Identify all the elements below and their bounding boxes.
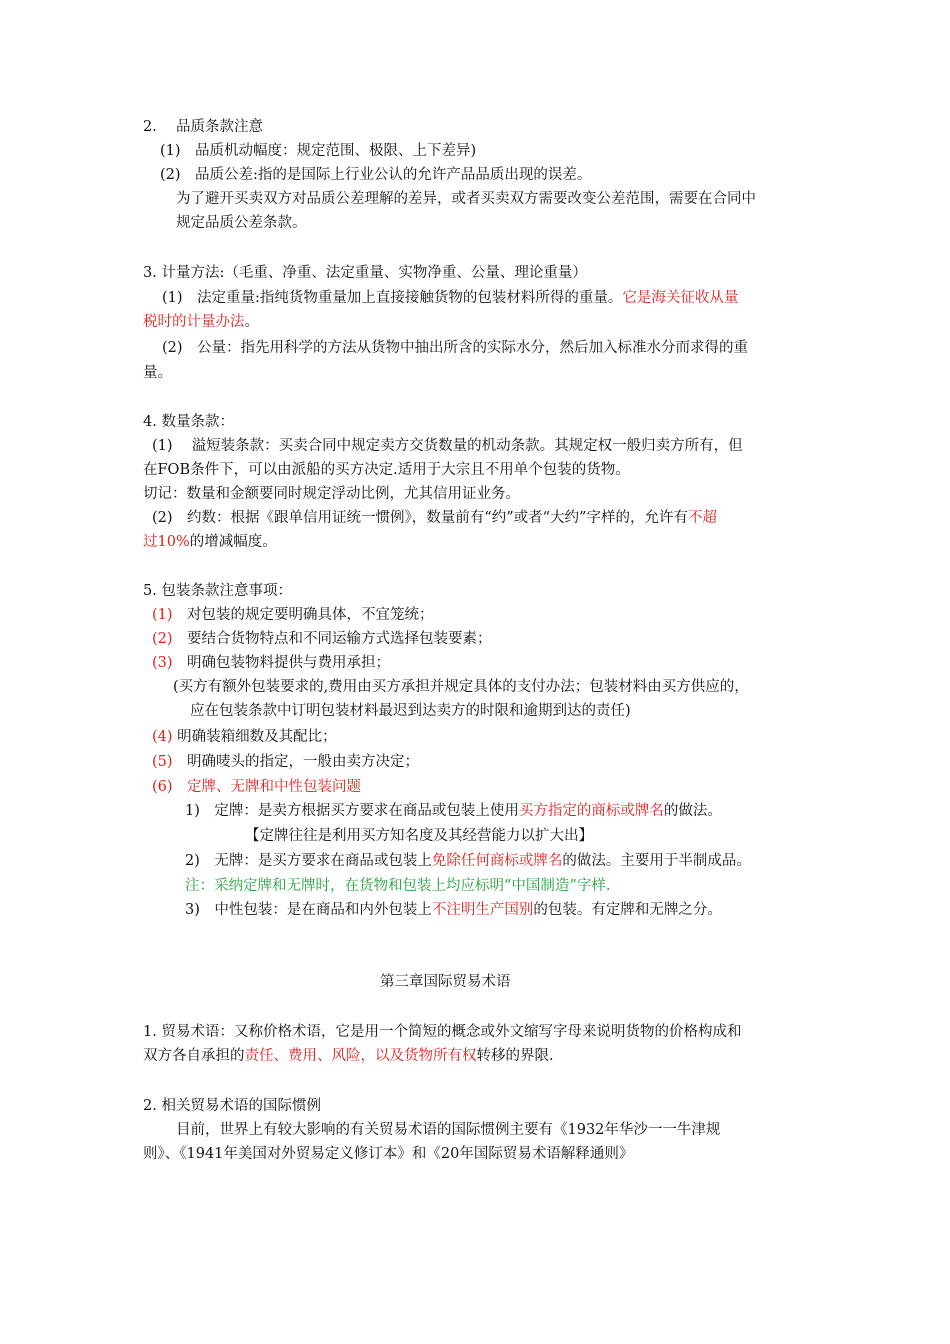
section-5-item-3-detail-line-1: (买方有额外包装要求的,费用由买方承担并规定具体的支付办法；包装材料由买方供应的，	[173, 679, 749, 695]
section-5-subitem-3	[185, 900, 722, 920]
section-3-item-2-line-1: (2) 公量：指先用科学的方法从货物中抽出所含的实际水分，然后加入标准水分而求得的重	[162, 340, 749, 356]
section-4-item-1-line-2: 在FOB条件下，可以由派船的买方决定.适用于大宗且不用单个包装的货物。	[143, 462, 630, 478]
item-text: 定牌、无牌和中性包装问题	[187, 779, 362, 795]
item-text: 的做法。	[663, 803, 722, 819]
item-text: 对包装的规定要明确具体，不宜笼统；	[187, 607, 434, 623]
item-number: (1)	[152, 607, 173, 623]
item-text: 1) 定牌：是卖方根据买方要求在商品或包装上使用	[185, 803, 519, 819]
item-text: 要结合货物特点和不同运输方式选择包装要素；	[187, 631, 492, 647]
section-5-item-4	[152, 727, 337, 747]
chapter-title: 第三章国际贸易术语	[380, 974, 511, 990]
item-text: 的做法。主要用于半制成品。	[562, 853, 751, 869]
item-text: 明确唛头的指定，一般由卖方决定；	[187, 754, 420, 770]
item-text: 明确包装物料提供与费用承担；	[187, 655, 391, 671]
section-2-item-1: (1) 品质机动幅度：规定范围、极限、上下差异)	[160, 143, 477, 159]
item-number: (6)	[152, 779, 173, 795]
highlight-text: 买方指定的商标或牌名	[518, 803, 664, 819]
section-5-green-note: 注：采纳定牌和无牌时，在货物和包装上均应标明“中国制造”字样.	[185, 878, 611, 894]
section-2-heading: 2. 品质条款注意	[143, 119, 263, 135]
highlight-text: 免除任何商标或牌名	[431, 853, 563, 869]
chapter-item-2-line-1: 目前，世界上有较大影响的有关贸易术语的国际惯例主要有《1932年华沙一一牛津规	[176, 1122, 721, 1138]
section-3-heading: 3. 计量方法:（毛重、净重、法定重量、实物净重、公量、理论重量）	[143, 265, 587, 281]
item-number: (3)	[152, 655, 173, 671]
section-2-item-2: (2) 品质公差:指的是国际上行业公认的允许产品品质出现的误差。	[160, 167, 592, 183]
section-5-item-6	[152, 777, 361, 797]
section-3-item-1-line-1	[162, 288, 738, 308]
section-5-subitem-1-note: 【定牌往往是利用买方知名度及其经营能力以扩大出】	[245, 828, 593, 844]
section-5-item-5	[152, 752, 419, 772]
highlight-text: 责任、费用、风险，以及货物所有权	[244, 1048, 477, 1064]
item-text: 的增减幅度。	[189, 534, 277, 550]
section-4-item-2-line-2	[143, 532, 277, 552]
highlight-text: 不注明生产国别	[431, 902, 534, 918]
section-4-note: 切记：数量和金额要同时规定浮动比例，尤其信用证业务。	[143, 486, 520, 502]
item-text: 的包装。有定牌和无牌之分。	[533, 902, 722, 918]
section-4-heading: 4. 数量条款：	[143, 414, 234, 430]
item-text: 3) 中性包装：是在商品和内外包装上	[185, 902, 432, 918]
item-number: (5)	[152, 754, 173, 770]
item-text: 。	[244, 314, 259, 330]
section-4-item-1-line-1: (1) 溢短装条款：买卖合同中规定卖方交货数量的机动条款。其规定权一般归卖方所有，但	[152, 438, 743, 454]
item-text: 转移的界限.	[476, 1048, 554, 1064]
highlight-text: 税时的计量办法	[143, 314, 245, 330]
chapter-item-1-line-1: 1. 贸易术语：又称价格术语，它是用一个简短的概念或外文缩写字母来说明货物的价格构成和	[143, 1024, 742, 1040]
highlight-text: 它是海关征收从量	[622, 290, 739, 306]
section-3-item-2-line-2: 量。	[143, 365, 172, 381]
section-5-item-2	[152, 629, 492, 649]
section-4-item-2-line-1	[152, 508, 717, 528]
item-number: (4)	[152, 729, 173, 745]
item-text: (1) 法定重量:指纯货物重量加上直接接触货物的包装材料所得的重量。	[162, 290, 623, 306]
section-5-subitem-1	[185, 801, 722, 821]
chapter-item-2-heading: 2. 相关贸易术语的国际惯例	[143, 1098, 321, 1114]
chapter-item-2-line-2: 则》、《1941年美国对外贸易定义修订本》和《20年国际贸易术语解释通则》	[143, 1146, 634, 1162]
item-text: 2) 无牌：是买方要求在商品或包装上	[185, 853, 432, 869]
section-3-item-1-line-2	[143, 312, 259, 332]
item-number: (2)	[152, 631, 173, 647]
item-text: 明确装箱细数及其配比；	[177, 729, 337, 745]
section-2-paragraph-line-1: 为了避开买卖双方对品质公差理解的差异，或者买卖双方需要改变公差范围，需要在合同中	[176, 191, 756, 207]
section-5-heading: 5. 包装条款注意事项：	[143, 583, 292, 599]
item-text: 双方各自承担的	[143, 1048, 245, 1064]
section-5-item-3-detail-line-2: 应在包装条款中订明包装材料最迟到达卖方的时限和逾期到达的责任)	[190, 703, 631, 719]
section-5-subitem-2	[185, 851, 751, 871]
section-5-item-3	[152, 653, 390, 673]
highlight-text: 不超	[687, 510, 717, 526]
section-2-paragraph-line-2: 规定品质公差条款。	[176, 215, 307, 231]
section-5-item-1	[152, 605, 434, 625]
item-text: (2) 约数：根据《跟单信用证统一惯例》，数量前有“约”或者“大约”字样的，允许有	[152, 510, 688, 526]
chapter-item-1-line-2	[143, 1046, 554, 1066]
highlight-text: 过10%	[143, 534, 190, 550]
